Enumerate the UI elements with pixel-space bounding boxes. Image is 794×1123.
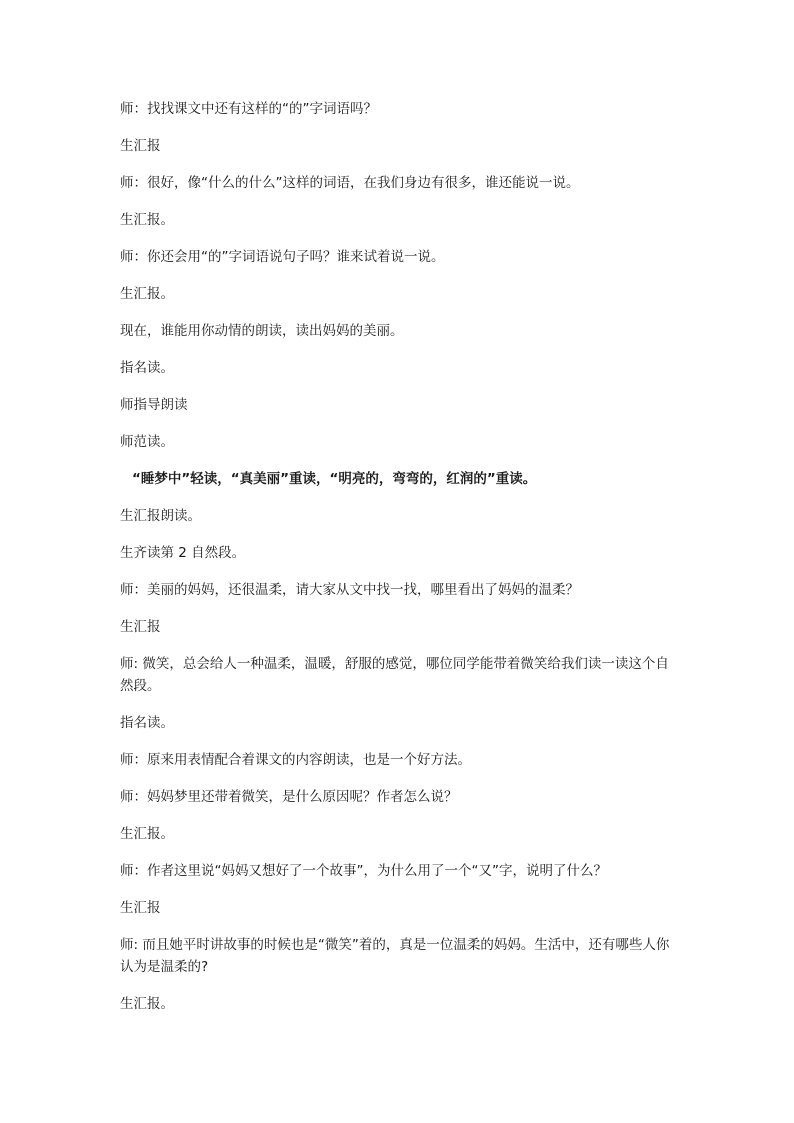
paragraph-15: 生汇报 [120,619,161,635]
paragraph-13: 生齐读第 2 自然段。 [120,545,246,561]
paragraph-5: 师：你还会用“的”字词语说句子吗？谁来试着说一说。 [120,249,445,265]
paragraph-4: 生汇报。 [120,212,174,228]
paragraph-12: 生汇报朗读。 [120,508,201,524]
paragraph-19: 师：妈妈梦里还带着微笑，是什么原因呢？作者怎么说？ [120,789,458,805]
document-body [120,98,680,1030]
paragraph-21: 师：作者这里说“妈妈又想好了一个故事”，为什么用了一个“又”字，说明了什么？ [120,863,607,879]
paragraph-18: 师：原来用表情配合着课文的内容朗读，也是一个好方法。 [120,752,471,768]
paragraph-1: 师：找找课文中还有这样的“的”字词语吗？ [120,101,377,117]
paragraph-23: 师: 而且她平时讲故事的时候也是“微笑”着的，真是一位温柔的妈妈。生活中，还有哪些人你认为是温柔的? [120,937,670,975]
paragraph-24: 生汇报。 [120,996,174,1012]
paragraph-2: 生汇报 [120,138,161,154]
paragraph-10: 师范读。 [120,434,174,450]
paragraph-8: 指名读。 [120,360,174,376]
paragraph-11-emphasis: “睡梦中”轻读，“真美丽”重读，“明亮的，弯弯的，红润的”重读。 [132,471,537,487]
paragraph-22: 生汇报 [120,900,161,916]
paragraph-14: 师：美丽的妈妈，还很温柔，请大家从文中找一找，哪里看出了妈妈的温柔？ [120,582,579,598]
paragraph-7: 现在，谁能用你动情的朗读，读出妈妈的美丽。 [120,323,404,339]
paragraph-9: 师指导朗读 [120,397,188,413]
paragraph-17: 指名读。 [120,715,174,731]
paragraph-16: 师: 微笑，总会给人一种温柔，温暖，舒服的感觉，哪位同学能带着微笑给我们读一读这个自然段。 [120,656,669,694]
paragraph-20: 生汇报。 [120,826,174,842]
paragraph-3: 师：很好，像“什么的什么”这样的词语，在我们身边有很多，谁还能说一说。 [120,175,580,191]
paragraph-6: 生汇报。 [120,286,174,302]
